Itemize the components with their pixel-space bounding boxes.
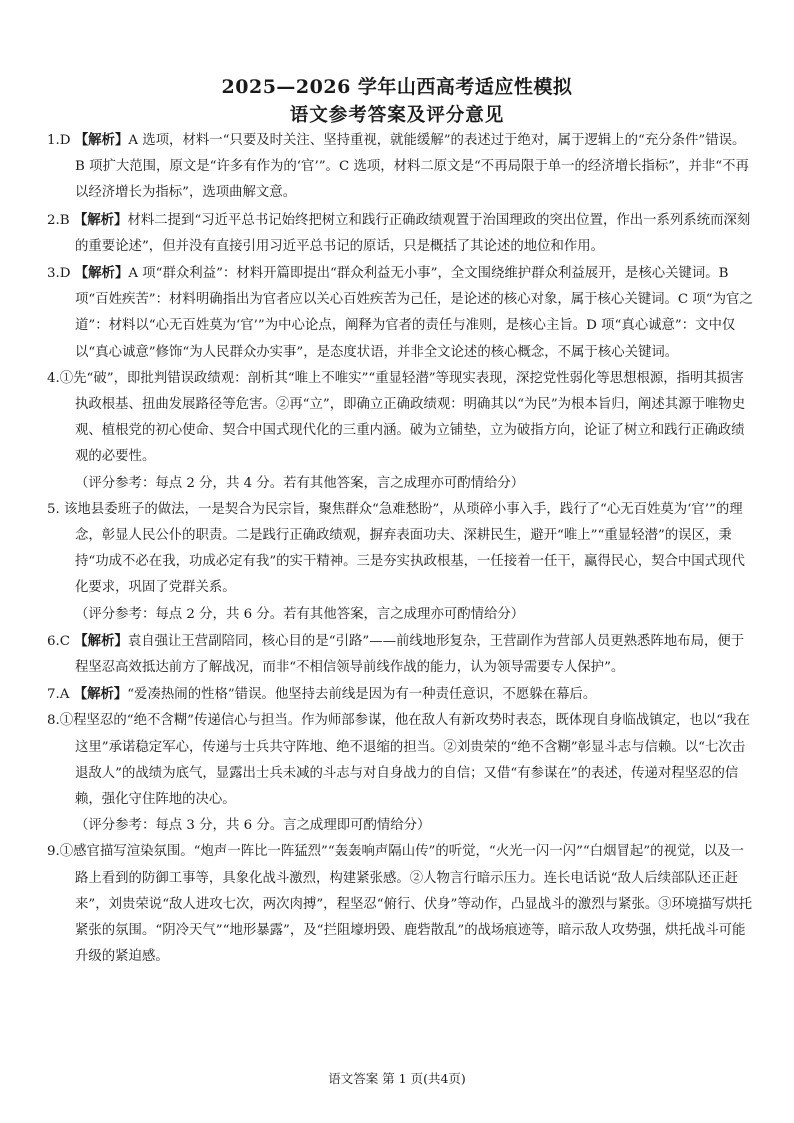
page-footer: 语文答案 第 1 页(共4页) [328, 1071, 466, 1086]
analysis-tag: 【解析】 [73, 686, 128, 703]
answer-text: 材料二提到“习近平总书记始终把树立和践行正确政绩观置于治国理政的突出位置，作出一系列系统而深刻的重要论述”，但并没有直接引用习近平总书记的原话，只是概括了其论述的地位和作用。 [75, 212, 751, 254]
answer-text: A 项“群众利益”：材料开篇即提出“群众利益无小事”，全文围绕维护群众利益展开，是核心关键词。B 项“百姓疾苦”：材料明确指出为官者应以关心百姓疾苦为己任，是论述的核心对象，属于核心关键词。C 项“为官之道”：材料以“心无百姓莫为‘官’”为中心论点，阐释为官者的责任与准则，是核心主旨。D 项“真心诚意”：文中仅以“真心诚意”修饰“为人民群众办实事”，是态度状语，并非全文论述的核心概念，不属于核心关键词。 [75, 266, 753, 360]
scoring-note-5: （评分参考：每点 2 分，共 6 分。若有其他答案，言之成理亦可酌情给分） [75, 606, 525, 622]
answer-item-9 [47, 839, 754, 970]
answer-item-8 [47, 708, 754, 813]
answer-number: 2.B [47, 212, 70, 228]
answer-item-3 [47, 260, 754, 366]
answer-text: ①感官描写渲染氛围。“炮声一阵比一阵猛烈”“轰轰响声隔山传”的听觉，“火光一闪一闪”“白烟冒起”的视觉，以及一路上看到的防御工事等，具象化战斗激烈，构建紧张感。②人物言行暗示压力。连长电话说“敌人后续部队还正赶来”，刘贵荣说“敌人进攻七次，两次肉搏”，程坚忍“俯行、伏身”等动作，凸显战斗的激烈与紧张。③环境描写烘托紧张的氛围。“阴冷天气”“地形暴露”，及“拦阻壕坍毁、鹿砦散乱”的战场痕迹等，暗示敌人攻势强，烘托战斗可能升级的紧迫感。 [59, 844, 752, 965]
answer-item-6 [47, 628, 754, 681]
document-title: 2025—2026 学年山西高考适应性模拟 [221, 76, 573, 98]
answer-number: 1.D [47, 133, 71, 148]
answer-number: 7.A [47, 687, 70, 703]
answer-item-5 [47, 497, 754, 602]
scoring-note-4: （评分参考：每点 2 分，共 4 分。若有其他答案，言之成理亦可酌情给分） [75, 475, 525, 491]
answer-text: ①程坚忍的“绝不含糊”传递信心与担当。作为师部参谋，他在敌人有新攻势时表态，既体现自身临战镇定，也以“我在这里”承诺稳定军心，传递与士兵共守阵地、绝不退缩的担当。②刘贵荣的“绝不含糊”彰显斗志与信赖。以“七次击退敌人”的战绩为底气，显露出士兵未减的斗志与对自身战力的自信；又借“有参谋在”的表述，传递对程坚忍的信赖，强化守住阵地的决心。 [59, 713, 750, 808]
answer-text: 该地县委班子的做法，一是契合为民宗旨，聚焦群众“急难愁盼”，从琐碎小事入手，践行了“心无百姓莫为‘官’”的理念，彰显人民公仆的职责。二是践行正确政绩观，摒弃表面功夫、深耕民生，避开“唯上”“重显轻潜”的误区，秉持“功成不必在我，功成必定有我”的实干精神。三是夯实执政根基，一任接着一任干，赢得民心，契合中国式现代化要求，巩固了党群关系。 [64, 501, 745, 596]
answer-item-7 [47, 681, 754, 708]
analysis-tag: 【解析】 [73, 211, 128, 228]
answer-text: A 选项，材料一“只要及时关注、坚持重视，就能缓解”的表述过于绝对，属于逻辑上的“充分条件”错误。B 项扩大范围，原文是“许多有作为的‘官’”。C 选项，材料二原文是“不再局限于单一的经济增长指标”，并非“不再以经济增长为指标”，选项曲解文意。 [75, 133, 749, 201]
answer-number: 5. [47, 501, 60, 517]
answer-text: ①先“破”，即批判错误政绩观：剖析其“唯上不唯实”“重显轻潜”等现实表现，深挖党性弱化等思想根源，指明其损害执政根基、扭曲发展路径等危害。②再“立”，即确立正确政绩观：明确其以“为民”为根本旨归，阐述其源于唯物史观、植根党的初心使命、契合中国式现代化的三重内涵。破为立铺垫，立为破指方向，论证了树立和践行正确政绩观的必要性。 [59, 370, 746, 465]
answer-number: 3.D [47, 266, 71, 282]
scoring-note-8: （评分参考：每点 3 分，共 6 分。言之成理即可酌情给分） [75, 818, 431, 834]
answer-body [47, 127, 754, 971]
analysis-tag: 【解析】 [74, 265, 129, 282]
analysis-tag: 【解析】 [74, 132, 129, 148]
answer-number: 6.C [47, 633, 71, 649]
document-subtitle: 语文参考答案及评分意见 [289, 105, 505, 126]
analysis-tag: 【解析】 [74, 632, 128, 649]
answer-number: 9. [47, 844, 60, 860]
answer-text: 袁自强让王营副陪同，核心目的是“引路”——前线地形复杂，王营副作为营部人员更熟悉阵地布局，便于程坚忍高效抵达前方了解战况，而非“不相信领导前线作战的能力，认为领导需要专人保护”。 [75, 633, 745, 676]
answer-item-2 [47, 207, 754, 260]
answer-number: 4. [47, 370, 60, 386]
answer-item-4 [47, 366, 754, 471]
answer-item-1 [47, 127, 754, 207]
answer-text: “爱凑热闹的性格”错误。他坚持去前线是因为有一种责任意识，不愿躲在幕后。 [127, 687, 597, 703]
answer-number: 8. [47, 713, 60, 729]
